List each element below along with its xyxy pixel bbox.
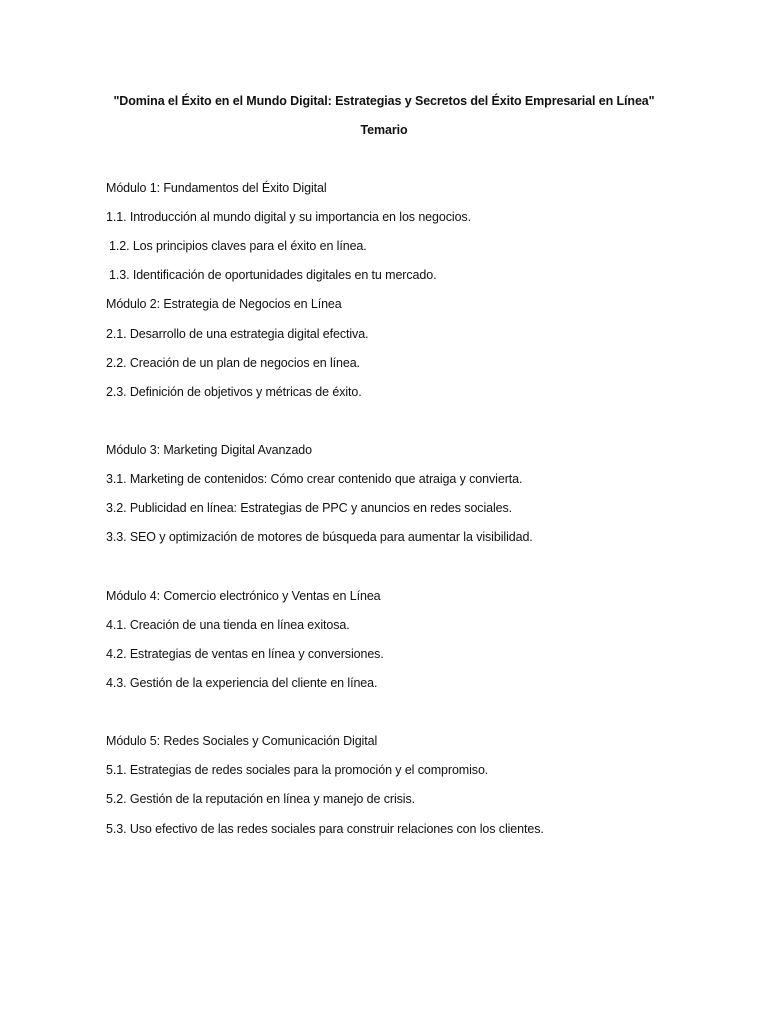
module-item: 2.2. Creación de un plan de negocios en línea.: [106, 356, 360, 370]
module-item: 3.3. SEO y optimización de motores de búsqueda para aumentar la visibilidad.: [106, 530, 533, 544]
document-subtitle: Temario: [360, 123, 408, 137]
module-item: 1.2. Los principios claves para el éxito en línea.: [109, 239, 367, 253]
module-heading: Módulo 3: Marketing Digital Avanzado: [106, 443, 313, 457]
module-heading: Módulo 5: Redes Sociales y Comunicación Digital: [106, 734, 378, 748]
module-item: 1.3. Identificación de oportunidades digitales en tu mercado.: [109, 268, 437, 282]
module-item: 5.2. Gestión de la reputación en línea y manejo de crisis.: [106, 792, 415, 806]
module-item: 1.1. Introducción al mundo digital y su importancia en los negocios.: [106, 210, 471, 224]
module-heading: Módulo 4: Comercio electrónico y Ventas en Línea: [106, 589, 381, 603]
module-item: 2.3. Definición de objetivos y métricas de éxito.: [106, 385, 362, 399]
module-item: 4.2. Estrategias de ventas en línea y conversiones.: [106, 647, 384, 661]
module-heading: Módulo 2: Estrategia de Negocios en Línea: [106, 297, 342, 311]
module-item: 5.3. Uso efectivo de las redes sociales para construir relaciones con los clientes.: [106, 822, 544, 836]
module-item: 2.1. Desarrollo de una estrategia digital efectiva.: [106, 327, 369, 341]
module-item: 5.1. Estrategias de redes sociales para la promoción y el compromiso.: [106, 763, 489, 777]
module-item: 4.3. Gestión de la experiencia del cliente en línea.: [106, 676, 378, 690]
module-item: 3.2. Publicidad en línea: Estrategias de PPC y anuncios en redes sociales.: [106, 501, 513, 515]
module-item: 3.1. Marketing de contenidos: Cómo crear contenido que atraiga y convierta.: [106, 472, 523, 486]
document-title: "Domina el Éxito en el Mundo Digital: Estrategias y Secretos del Éxito Empresarial en Línea": [113, 94, 655, 108]
module-heading: Módulo 1: Fundamentos del Éxito Digital: [106, 181, 327, 195]
module-item: 4.1. Creación de una tienda en línea exitosa.: [106, 618, 350, 632]
